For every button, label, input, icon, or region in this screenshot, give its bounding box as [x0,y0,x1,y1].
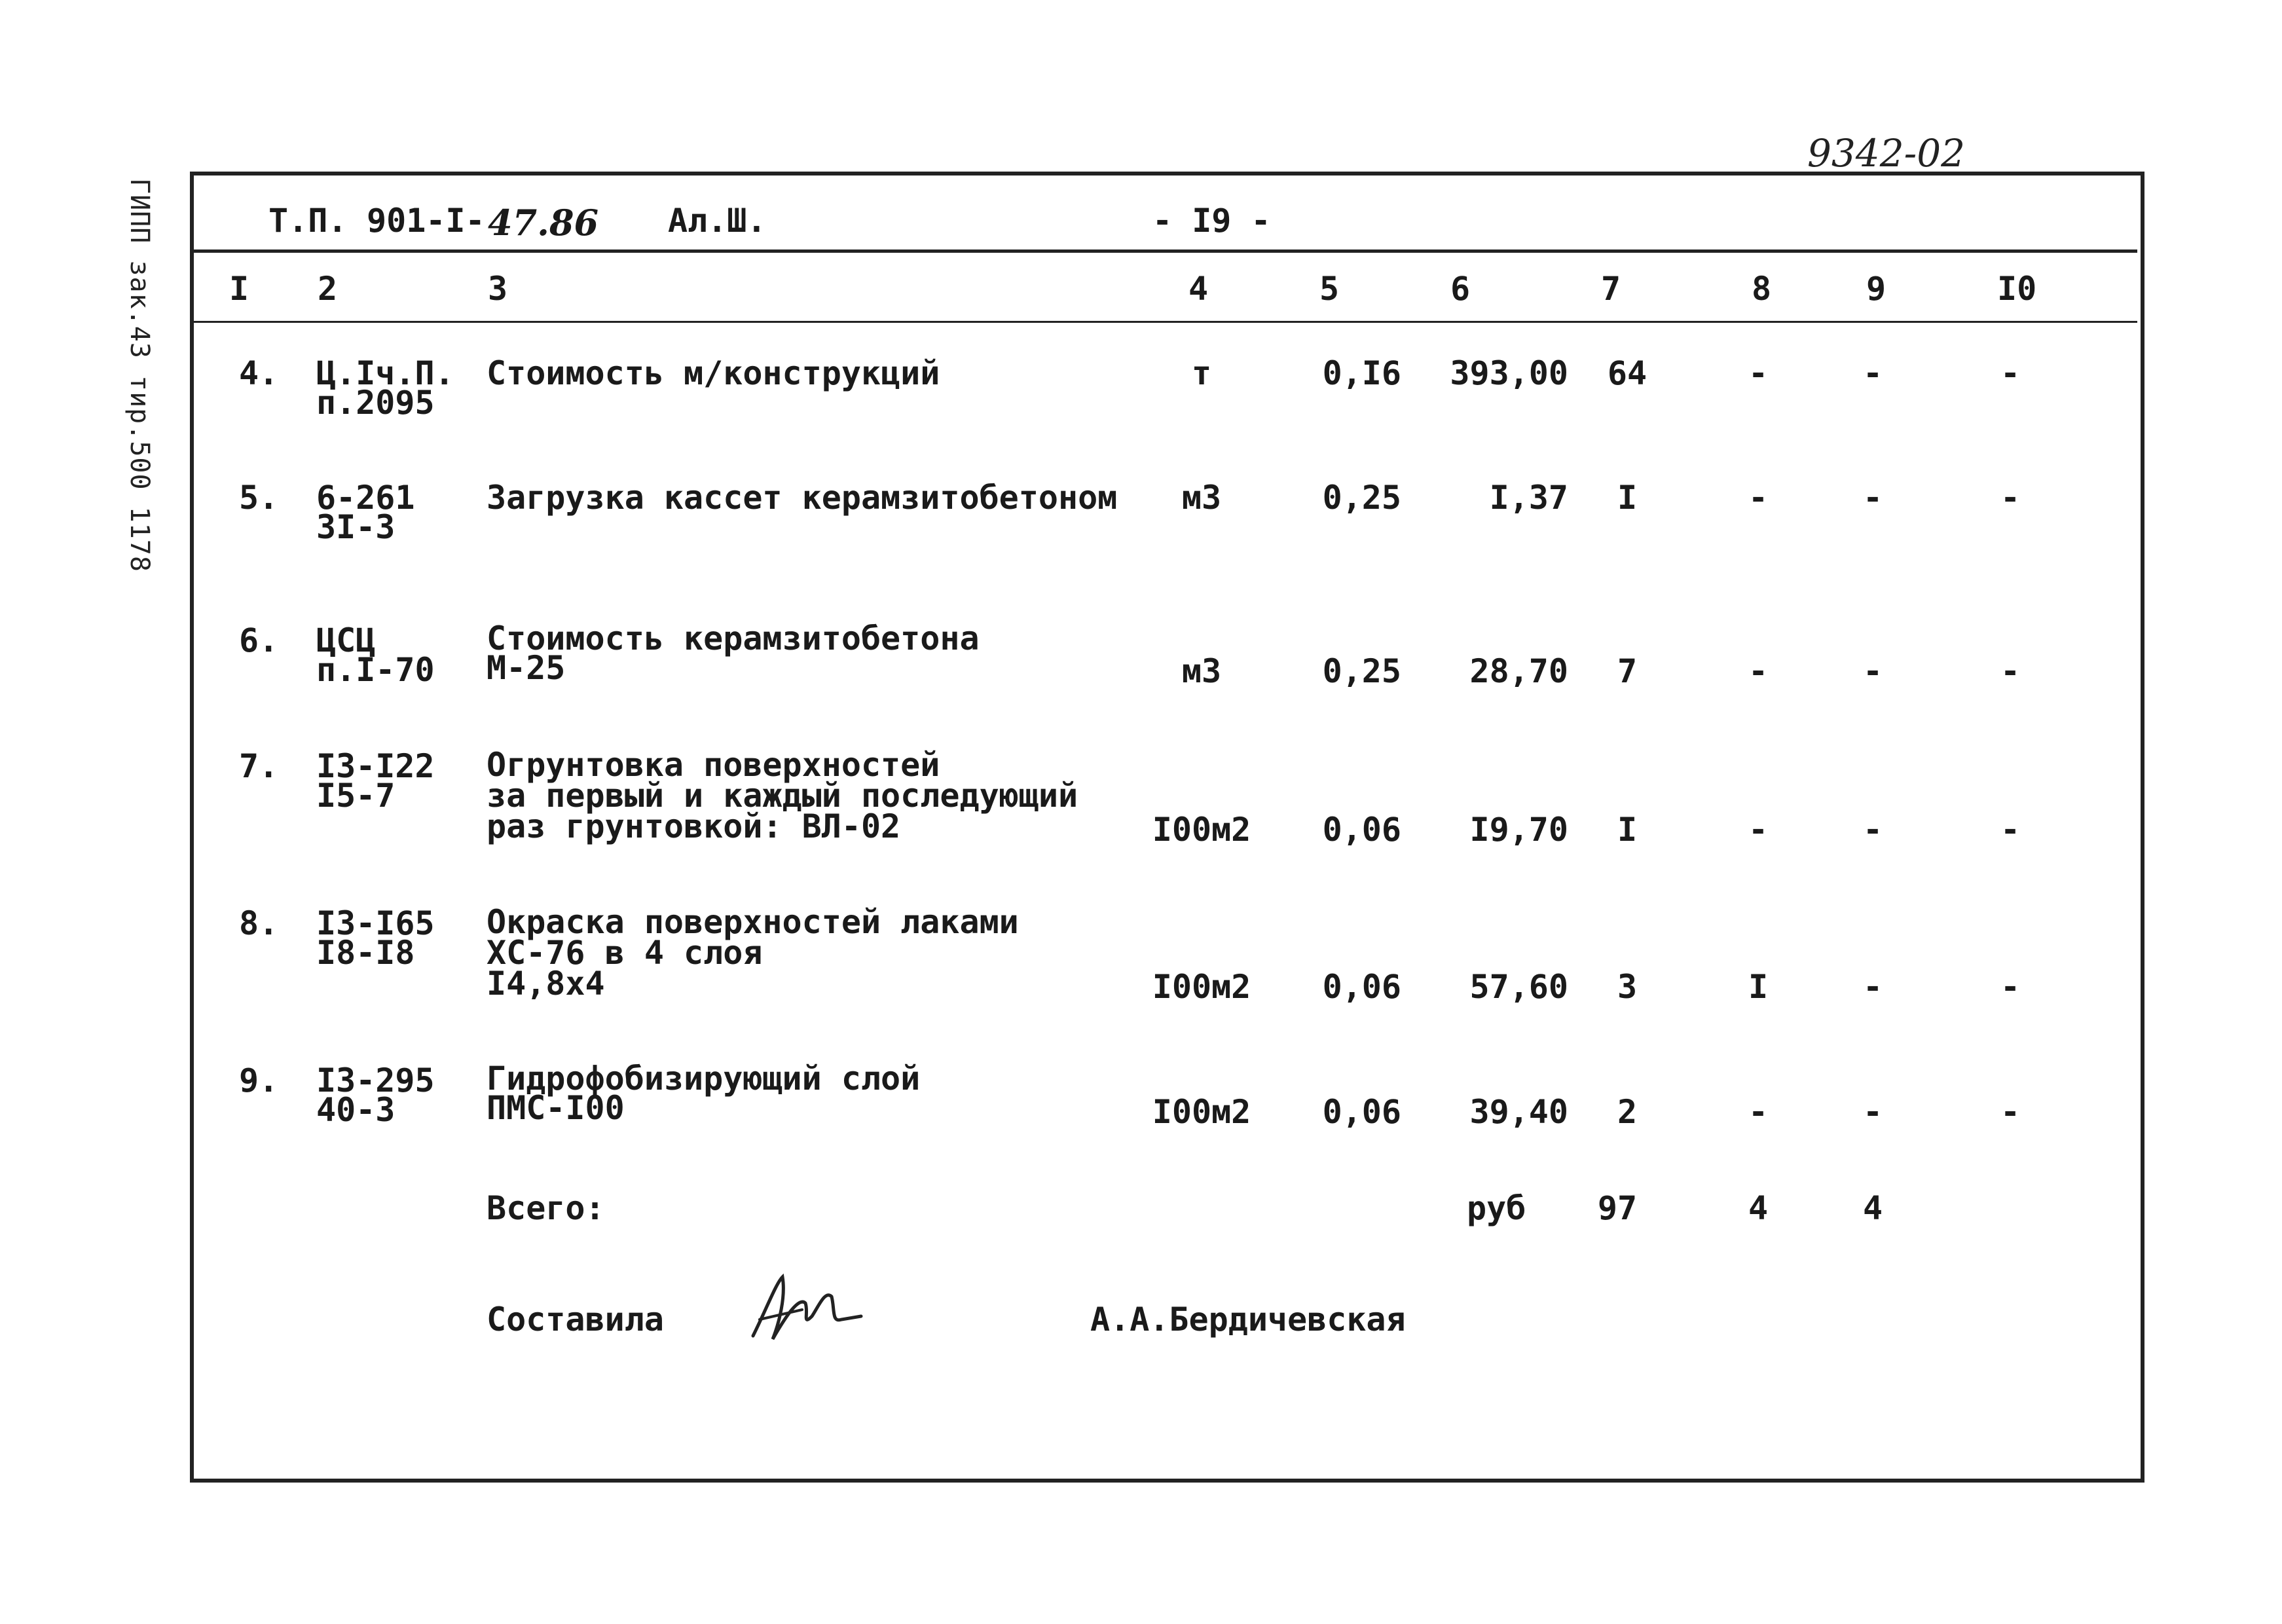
row-quantity: 0,06 [1322,811,1401,849]
row-col8: - [1748,811,1769,849]
row-col9: - [1862,1093,1883,1131]
signature-scribble [740,1270,871,1349]
total-currency: руб [1467,1189,1526,1227]
row-col9: - [1862,652,1883,690]
row-unit: I00м2 [1152,968,1251,1006]
row-code-2: п.2095 [316,384,435,422]
column-header-6: 6 [1450,270,1471,308]
row-col7: 64 [1607,354,1647,392]
row-code-2: 40-3 [316,1091,396,1129]
row-quantity: 0,25 [1322,652,1401,690]
column-header-3: 3 [488,270,508,308]
row-description: Огрунтовка поверхностей за первый и каждый последующий раз грунтовкой: ВЛ-02 [487,746,1078,845]
row-col7: 2 [1617,1093,1638,1131]
column-header-divider [194,321,2137,323]
column-header-8: 8 [1752,270,1772,308]
row-unit: I00м2 [1152,811,1251,849]
header-divider [194,249,2137,253]
row-price: 39,40 [1469,1093,1568,1131]
row-col7: 3 [1617,968,1638,1006]
row-col7: I [1617,811,1638,849]
row-number: 8. [239,904,279,942]
row-description: Загрузка кассет керамзитобетоном [487,479,1118,517]
row-col8: - [1748,652,1769,690]
row-code-2: I8-I8 [316,934,415,972]
row-col9: - [1862,811,1883,849]
row-code-1: I3-I65 [316,904,435,942]
total-col8: 4 [1748,1189,1769,1227]
header-left: Т.П. [268,202,348,240]
row-description: Гидрофобизирующий слой ПМС-I00 [487,1060,921,1127]
row-code-1: I3-I22 [316,747,435,785]
row-quantity: 0,06 [1322,1093,1401,1131]
row-col10: - [2000,652,2021,690]
row-col8: I [1748,968,1769,1006]
row-price: 28,70 [1469,652,1568,690]
column-header-7: 7 [1601,270,1621,308]
row-col9: - [1862,968,1883,1006]
row-col9: - [1862,354,1883,392]
row-col8: - [1748,479,1769,517]
column-header-2: 2 [318,270,338,308]
row-code-1: 6-261 [316,479,415,517]
signature-label: Составила [487,1301,664,1338]
header-code: 901-I- [367,202,485,240]
row-description: Окраска поверхностей лаками ХС-76 в 4 слоя I4,8х4 [487,903,1019,1003]
row-code-2: 3I-3 [316,508,396,546]
row-col10: - [2000,354,2021,392]
row-number: 4. [239,354,279,392]
row-col10: - [2000,811,2021,849]
column-header-10: I0 [1997,270,2037,308]
row-col7: 7 [1617,652,1638,690]
row-number: 5. [239,479,279,517]
total-col9: 4 [1862,1189,1883,1227]
row-col8: - [1748,1093,1769,1131]
row-number: 7. [239,747,279,785]
row-code-1: ЦСЦ [316,621,376,659]
row-unit: м3 [1181,479,1222,517]
row-unit: м3 [1181,652,1222,690]
column-header-5: 5 [1319,270,1340,308]
row-unit: I00м2 [1152,1093,1251,1131]
page-number: - I9 - [1152,202,1271,240]
signature-name: А.А.Бердичевская [1090,1301,1406,1338]
row-code-2: п.I-70 [316,651,435,689]
row-price: I9,70 [1469,811,1568,849]
column-header-1: I [229,270,249,308]
row-quantity: 0,I6 [1322,354,1401,392]
row-quantity: 0,06 [1322,968,1401,1006]
row-description: Стоимость м/конструкций [487,354,940,392]
row-price: 57,60 [1469,968,1568,1006]
row-col9: - [1862,479,1883,517]
row-number: 9. [239,1061,279,1099]
row-unit: т [1191,354,1212,392]
row-code-1: I3-295 [316,1061,435,1099]
row-col8: - [1748,354,1769,392]
column-header-9: 9 [1866,270,1886,308]
header-code-hand: 47.86 [488,202,599,244]
row-col10: - [2000,1093,2021,1131]
row-quantity: 0,25 [1322,479,1401,517]
row-price: 393,00 [1450,354,1568,392]
row-col10: - [2000,479,2021,517]
row-number: 6. [239,621,279,659]
column-header-4: 4 [1188,270,1209,308]
row-code-1: Ц.Iч.П. [316,354,454,392]
document-code: 9342-02 [1807,131,1966,175]
total-label: Всего: [487,1189,605,1227]
row-code-2: I5-7 [316,777,396,815]
row-description: Стоимость керамзитобетона М-25 [487,619,980,687]
row-col7: I [1617,479,1638,517]
row-col10: - [2000,968,2021,1006]
row-price: I,37 [1489,479,1568,517]
header-album: Ал.Ш. [668,202,767,240]
total-col7: 97 [1597,1189,1638,1227]
side-stamp: ГИПП зак.43 тир.500 1178 [124,178,155,572]
